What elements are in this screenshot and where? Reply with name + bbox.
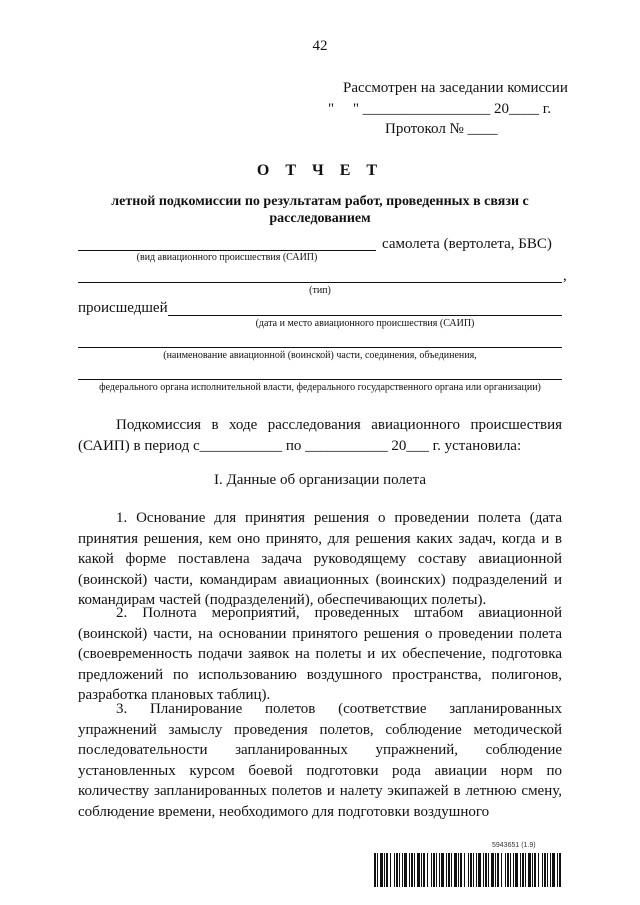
paragraph-3-text: 3. Планирование полетов (соответствие запланированных упражнений замыслу проведения полетов, соблюдение методической последовательности запланированных упражнений, соблюдение установленных курсом боевой подготовки рода авиации норм по количеству запланированных полетов и налету экипажей в летнюю смену, соблюдение времени, необходимого для подготовки воздушного — [78, 701, 562, 820]
hint-type: (тип) — [309, 285, 331, 296]
hint-date-place: (дата и место авиационного происшествия (САИП) — [255, 318, 475, 329]
hint-authority: федерального органа исполнительной власти, федерального государственного органа или организации) — [99, 382, 541, 393]
paragraph-1 — [78, 508, 562, 611]
paragraph-2 — [78, 603, 562, 706]
comma: , — [563, 268, 567, 284]
page-number: 42 — [312, 38, 328, 54]
intro-text: Подкомиссия в ходе расследования авиационного происшествия (САИП) в период с___________ по ___________ 20___ г. установила: — [78, 417, 562, 454]
aircraft-label: самолета (вертолета, БВС) — [382, 236, 552, 252]
paragraph-2-text: 2. Полнота мероприятий, проведенных штабом авиационной (воинской) части, на основании принятого решения о проведении полета (своевременность подачи заявок на полеты и их обеспечение, подготовка предложений по использованию воздушного пространства, полигонов, разработка плановых таблиц). — [78, 605, 562, 703]
paragraph-3 — [78, 699, 562, 822]
date-place-line — [168, 315, 562, 316]
approval-protocol: Протокол № ____ — [385, 121, 498, 137]
unit-line — [78, 347, 562, 348]
report-subtitle: летной подкомиссии по результатам работ, проведенных в связи с расследованием — [111, 194, 529, 226]
document-code: 5943651 (1.9) — [492, 842, 536, 849]
authority-line — [78, 379, 562, 380]
occurred-label: происшедшей — [78, 300, 168, 316]
intro-paragraph — [78, 415, 562, 456]
section-1-title: I. Данные об организации полета — [214, 472, 426, 488]
occurrence-type-line — [78, 250, 376, 251]
approval-line-1: Рассмотрен на заседании комиссии — [343, 80, 568, 96]
hint-unit: (наименование авиационной (воинской) части, соединения, объединения, — [163, 350, 477, 361]
approval-date-line: " " _________________ 20____ г. — [328, 101, 551, 117]
paragraph-1-text: 1. Основание для принятия решения о проведении полета (дата принятия решения, кем оно принято, для решения каких задач, когда и в какой форме поставлена задача руководящему составу авиационной (воинской) части, командирам авиационных (воинских) подразделений и командирам частей (подразделений), обеспечивающих полеты). — [78, 510, 562, 608]
type-line — [78, 282, 562, 283]
report-title: О Т Ч Е Т — [256, 162, 384, 179]
hint-occurrence-type: (вид авиационного происшествия (САИП) — [136, 252, 318, 263]
barcode-icon — [374, 853, 562, 887]
